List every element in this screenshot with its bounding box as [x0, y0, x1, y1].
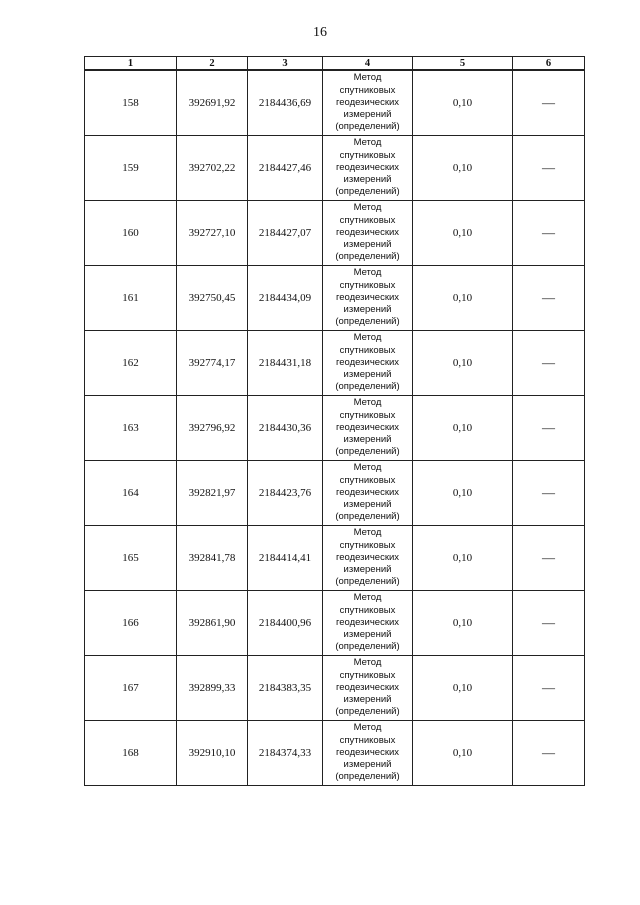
method-line: (определений)	[335, 771, 400, 783]
method-line: Метод	[353, 267, 382, 279]
point-number-cell: 164	[85, 461, 177, 526]
method-line: измерений	[343, 304, 392, 316]
method-line: спутниковых	[339, 409, 396, 421]
method-line: Метод	[353, 462, 382, 474]
x-coordinate-cell: 392899,33	[177, 656, 248, 721]
method-line: геодезических	[335, 681, 400, 693]
method-line: (определений)	[335, 251, 400, 263]
accuracy-cell: 0,10	[413, 136, 513, 201]
method-line: спутниковых	[339, 279, 396, 291]
method-line: геодезических	[335, 746, 400, 758]
point-number-cell: 160	[85, 201, 177, 266]
method-line: спутниковых	[339, 214, 396, 226]
method-line: Метод	[353, 332, 382, 344]
method-line: спутниковых	[339, 539, 396, 551]
x-coordinate-cell: 392774,17	[177, 331, 248, 396]
table-row	[85, 331, 585, 396]
method-line: Метод	[353, 72, 382, 84]
table-row	[85, 721, 585, 786]
y-coordinate-cell: 2184374,33	[248, 721, 323, 786]
point-number-cell: 162	[85, 331, 177, 396]
method-line: измерений	[343, 629, 392, 641]
method-line: спутниковых	[339, 344, 396, 356]
method-line: спутниковых	[339, 669, 396, 681]
method-line: (определений)	[335, 576, 400, 588]
method-line: спутниковых	[339, 84, 396, 96]
point-number-cell: 167	[85, 656, 177, 721]
y-coordinate-cell: 2184430,36	[248, 396, 323, 461]
table-row	[85, 396, 585, 461]
method-cell	[323, 136, 413, 201]
method-line: измерений	[343, 564, 392, 576]
method-line: геодезических	[335, 96, 400, 108]
method-line: (определений)	[335, 446, 400, 458]
method-line: геодезических	[335, 616, 400, 628]
description-cell: —	[513, 526, 585, 591]
x-coordinate-cell: 392750,45	[177, 266, 248, 331]
method-line: Метод	[353, 397, 382, 409]
method-line: Метод	[353, 137, 382, 149]
method-line: измерений	[343, 239, 392, 251]
y-coordinate-cell: 2184414,41	[248, 526, 323, 591]
page-number: 16	[313, 25, 327, 40]
method-line: Метод	[353, 527, 382, 539]
description-cell: —	[513, 201, 585, 266]
y-coordinate-cell: 2184431,18	[248, 331, 323, 396]
method-line: геодезических	[335, 161, 400, 173]
method-cell	[323, 331, 413, 396]
method-line: спутниковых	[339, 149, 396, 161]
method-line: измерений	[343, 499, 392, 511]
point-number-cell: 168	[85, 721, 177, 786]
method-line: Метод	[353, 202, 382, 214]
method-line: (определений)	[335, 511, 400, 523]
method-line: (определений)	[335, 316, 400, 328]
method-line: геодезических	[335, 291, 400, 303]
point-number-cell: 159	[85, 136, 177, 201]
accuracy-cell: 0,10	[413, 526, 513, 591]
description-cell: —	[513, 396, 585, 461]
column-header-5: 5	[413, 57, 513, 71]
accuracy-cell: 0,10	[413, 266, 513, 331]
accuracy-cell: 0,10	[413, 70, 513, 136]
y-coordinate-cell: 2184423,76	[248, 461, 323, 526]
method-cell	[323, 526, 413, 591]
description-cell: —	[513, 461, 585, 526]
method-cell	[323, 461, 413, 526]
method-cell	[323, 396, 413, 461]
table-row	[85, 136, 585, 201]
accuracy-cell: 0,10	[413, 721, 513, 786]
method-cell	[323, 201, 413, 266]
x-coordinate-cell: 392702,22	[177, 136, 248, 201]
point-number-cell: 163	[85, 396, 177, 461]
accuracy-cell: 0,10	[413, 591, 513, 656]
description-cell: —	[513, 70, 585, 136]
y-coordinate-cell: 2184427,46	[248, 136, 323, 201]
method-line: Метод	[353, 592, 382, 604]
column-header-6: 6	[513, 57, 585, 71]
x-coordinate-cell: 392691,92	[177, 70, 248, 136]
point-number-cell: 166	[85, 591, 177, 656]
description-cell: —	[513, 136, 585, 201]
table-row	[85, 266, 585, 331]
method-line: измерений	[343, 109, 392, 121]
accuracy-cell: 0,10	[413, 396, 513, 461]
method-line: измерений	[343, 434, 392, 446]
method-cell	[323, 656, 413, 721]
description-cell: —	[513, 656, 585, 721]
method-line: спутниковых	[339, 474, 396, 486]
column-header-4: 4	[323, 57, 413, 71]
point-number-cell: 158	[85, 70, 177, 136]
method-cell	[323, 266, 413, 331]
table-body	[85, 70, 585, 786]
accuracy-cell: 0,10	[413, 656, 513, 721]
method-cell	[323, 70, 413, 136]
table-header	[85, 57, 585, 71]
column-header-3: 3	[248, 57, 323, 71]
x-coordinate-cell: 392910,10	[177, 721, 248, 786]
y-coordinate-cell: 2184383,35	[248, 656, 323, 721]
coordinates-table	[84, 56, 585, 786]
method-line: Метод	[353, 657, 382, 669]
description-cell: —	[513, 721, 585, 786]
method-line: (определений)	[335, 641, 400, 653]
method-line: спутниковых	[339, 604, 396, 616]
method-line: измерений	[343, 174, 392, 186]
method-line: геодезических	[335, 421, 400, 433]
y-coordinate-cell: 2184400,96	[248, 591, 323, 656]
point-number-cell: 161	[85, 266, 177, 331]
method-line: измерений	[343, 759, 392, 771]
x-coordinate-cell: 392727,10	[177, 201, 248, 266]
y-coordinate-cell: 2184427,07	[248, 201, 323, 266]
method-line: геодезических	[335, 226, 400, 238]
method-line: измерений	[343, 694, 392, 706]
table-row	[85, 70, 585, 136]
table-row	[85, 526, 585, 591]
accuracy-cell: 0,10	[413, 201, 513, 266]
method-line: (определений)	[335, 706, 400, 718]
table-row	[85, 591, 585, 656]
table-row	[85, 461, 585, 526]
column-header-2: 2	[177, 57, 248, 71]
method-line: геодезических	[335, 551, 400, 563]
accuracy-cell: 0,10	[413, 461, 513, 526]
column-header-1: 1	[85, 57, 177, 71]
table-row	[85, 656, 585, 721]
method-line: Метод	[353, 722, 382, 734]
x-coordinate-cell: 392821,97	[177, 461, 248, 526]
method-line: измерений	[343, 369, 392, 381]
description-cell: —	[513, 266, 585, 331]
x-coordinate-cell: 392861,90	[177, 591, 248, 656]
method-line: (определений)	[335, 186, 400, 198]
method-cell	[323, 721, 413, 786]
description-cell: —	[513, 331, 585, 396]
y-coordinate-cell: 2184434,09	[248, 266, 323, 331]
point-number-cell: 165	[85, 526, 177, 591]
x-coordinate-cell: 392841,78	[177, 526, 248, 591]
description-cell: —	[513, 591, 585, 656]
x-coordinate-cell: 392796,92	[177, 396, 248, 461]
accuracy-cell: 0,10	[413, 331, 513, 396]
header-row	[85, 57, 585, 71]
method-line: (определений)	[335, 121, 400, 133]
table-row	[85, 201, 585, 266]
y-coordinate-cell: 2184436,69	[248, 70, 323, 136]
method-line: (определений)	[335, 381, 400, 393]
method-line: геодезических	[335, 486, 400, 498]
method-line: спутниковых	[339, 734, 396, 746]
method-cell	[323, 591, 413, 656]
method-line: геодезических	[335, 356, 400, 368]
